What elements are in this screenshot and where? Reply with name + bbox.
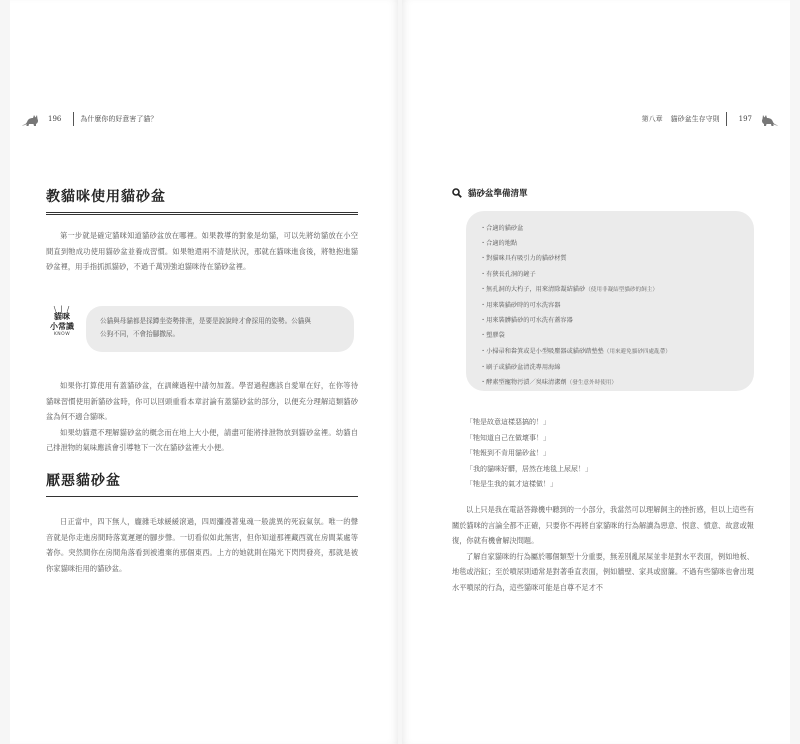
chapter-title: 貓砂盆生存守則 xyxy=(670,115,720,123)
badge-rays: \ | / xyxy=(53,305,71,313)
checklist-item xyxy=(480,282,740,298)
right-paragraphs xyxy=(452,502,754,595)
title-rule-2 xyxy=(46,496,358,497)
checklist-item xyxy=(480,298,740,313)
checklist-item xyxy=(480,375,740,391)
page-number: 197 xyxy=(738,115,752,123)
paragraph-1: 如果你打算使用有蓋貓砂盆，在訓練過程中請勿加蓋。學習過程應該自愛單在好，在你等待貓咪習慣使用新貓砂盆時，你可以回頭重看本章討論有蓋貓砂盆的部分，以便充分理解這類貓砂盆為何不適合貓咪。 xyxy=(46,381,358,421)
tip-line1: 公貓與母貓都是採蹲坐姿勢排泄，是要是說說時才會採用的姿勢。公貓與 xyxy=(100,317,311,325)
right-header xyxy=(642,110,780,128)
checklist-item xyxy=(480,360,740,375)
section2-title-block xyxy=(46,470,358,497)
checklist-item-text: ・塑膠袋 xyxy=(480,332,505,340)
quote-line: 「牠知道自己在做壞事！」 xyxy=(466,433,550,442)
checklist-item-note: （用來避免貓砂四處亂帶） xyxy=(603,348,671,355)
tip-line2: 公狗不同，不會抬腳撒尿。 xyxy=(100,330,180,338)
header-separator xyxy=(73,112,74,126)
paragraph-2: 了解自家貓咪的行為屬於哪個類型十分重要，無差別亂尿屎並非是對水平表面，例如地板、地毯或浴缸；至於噴尿則通常是對著垂直表面，例如牆壁、家具或窗簾。不過有些貓咪也會出現水平噴尿的行為，這些貓咪可能是自尊不足才不 xyxy=(452,551,754,592)
checklist-item xyxy=(480,344,740,360)
quote-line: 「牠是故意這樣惡搞的！」 xyxy=(466,418,550,426)
quotes-block xyxy=(466,415,592,493)
cat-icon xyxy=(758,111,780,127)
checklist-item-text: ・酵素型寵物污漬／臭味清潔劑 xyxy=(480,379,567,387)
badge-know: KNOW xyxy=(53,332,71,337)
checklist-item xyxy=(480,221,740,236)
header-separator xyxy=(726,112,727,126)
paragraph-1: 以上只是我在電話答錄機中聽到的一小部分，我當然可以理解飼主的挫折感，但以上這些有關於貓咪的言論全都不正確，只要你不再將自家貓咪的行為解讀為惡意、恨意、憤意、故意或報復，你就有機會解決問題。 xyxy=(452,505,754,545)
page-number: 196 xyxy=(48,115,62,123)
quote-line: 「牠報到不肯用貓砂盆！」 xyxy=(466,449,550,457)
checklist-item-text: ・合適的地點 xyxy=(480,240,518,248)
section2-paragraph: 日正當中，四下無人，龐雜毛球緩緩滾過，四周瀰漫著鬼魂一般詭異的死寂氣氛。唯一的聲音就是你走進房間時落寞遲遲的腳步聲。一切看似如此無害，但你知道那裡藏西就在房間某處等著你。突然間你在房間角落看到被遺棄的那個東西。上方的她就則在陽光下閃閃發亮，那就是被你家貓咪拒用的貓砂盆。 xyxy=(46,517,358,573)
title-rule xyxy=(46,212,358,215)
cat-icon xyxy=(20,111,42,127)
checklist-item xyxy=(480,267,740,282)
checklist-item-note: （發生意外時使用） xyxy=(566,380,617,387)
tip-badge xyxy=(42,306,82,337)
left-header xyxy=(20,110,157,128)
badge-line1: 貓咪 xyxy=(54,312,70,321)
left-page xyxy=(10,0,398,744)
checklist-item-note: （使用非凝結型貓砂的飼主） xyxy=(585,286,658,293)
search-icon xyxy=(452,188,462,198)
checklist-item-text: ・用來裝貓砂時的可水洗容器 xyxy=(480,302,561,310)
chapter-label: 第八章 xyxy=(641,115,663,123)
quote-line: 「牠是生我的氣才這樣做！」 xyxy=(466,480,557,488)
checklist-item-text: ・小掃帚和畚箕或是小型吸塵器或貓砂踏墊墊 xyxy=(480,347,604,355)
checklist-item-text: ・合適的貓砂盆 xyxy=(480,225,524,232)
checklist-item-text: ・用來裝髒貓砂的可水洗有蓋容器 xyxy=(480,317,573,325)
section2-title: 厭惡貓砂盆 xyxy=(46,473,121,489)
checklist-item xyxy=(480,313,740,328)
checklist-item xyxy=(480,251,740,266)
running-title: 為什麼你的好意害了貓？ xyxy=(80,115,158,123)
section-title-block xyxy=(46,186,358,215)
checklist-item-text: ・刷子或貓砂盆清洗專用海綿 xyxy=(480,363,561,371)
section-title: 教貓咪使用貓砂盆 xyxy=(46,189,166,205)
paragraph-2: 如果幼貓還不理解貓砂盆的概念而在地上大小便，請盡可能將排泄物放到貓砂盆裡。幼貓自己排泄物的氣味應該會引導牠下一次在貓砂盆裡大小便。 xyxy=(46,427,358,452)
more-paragraphs xyxy=(46,378,358,456)
checklist-box xyxy=(466,211,754,391)
badge-line2: 小常識 xyxy=(50,322,74,331)
checklist-item-text: ・對貓咪具有吸引力的貓砂材質 xyxy=(480,255,567,263)
checklist-item xyxy=(480,236,740,251)
tip-box xyxy=(86,306,354,352)
checklist-item xyxy=(480,328,740,343)
checklist-title: 貓砂盆準備清單 xyxy=(452,187,528,199)
checklist-item-text: ・無孔洞的大杓子，用來清除凝結貓砂 xyxy=(480,285,586,293)
checklist-item-text: ・有狹長孔洞的鏟子 xyxy=(480,270,536,278)
intro-paragraph: 第一步就是確定貓咪知道貓砂盆放在哪裡。如果教導的對象是幼貓，可以先將幼貓放在小空間直到牠成功使用貓砂盆並養成習慣。如果牠還兩不清楚狀況，那就在貓咪進食後，將牠抱進貓砂盆裡，用手指抓抓貓砂，不過千萬別強迫貓咪待在貓砂盆裡。 xyxy=(46,231,358,271)
quote-line: 「我的貓咪好髒，居然在地毯上尿尿！」 xyxy=(466,464,592,473)
